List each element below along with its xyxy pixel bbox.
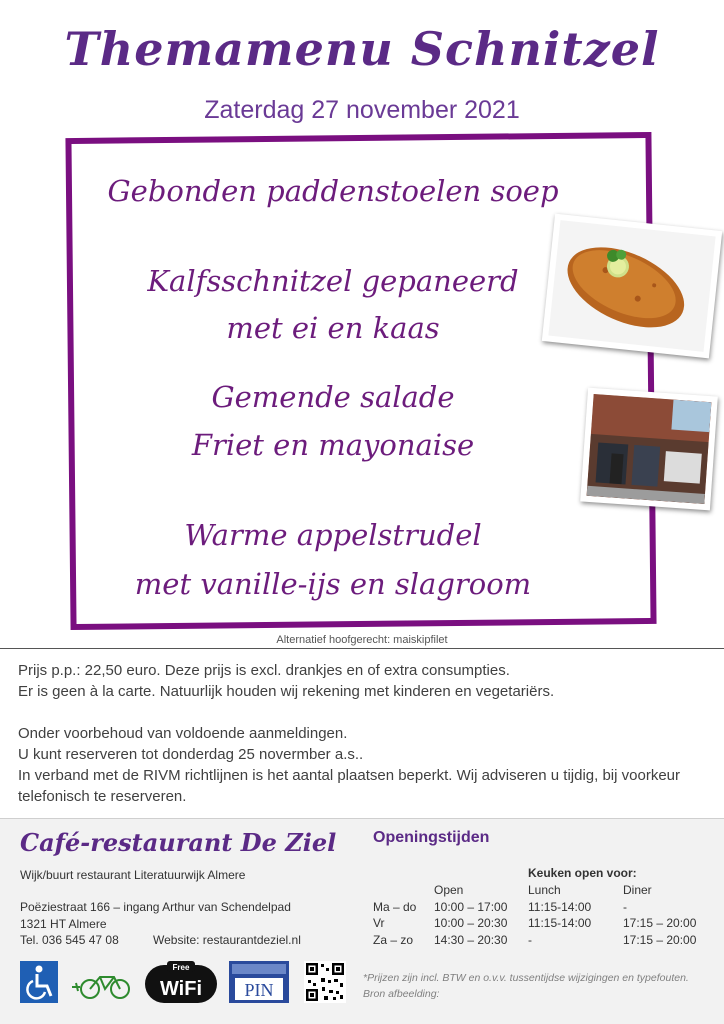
- hours-row-lunch: 11:15-14:00: [528, 900, 592, 914]
- event-date: Zaterdag 27 november 2021: [204, 96, 520, 124]
- restaurant-photo: [580, 388, 718, 511]
- menu-course-side-line2: Friet en mayonaise: [191, 428, 475, 462]
- wifi-label: WiFi: [159, 978, 203, 1000]
- restaurant-name: Café-restaurant De Ziel: [20, 828, 337, 857]
- hours-row-diner: 17:15 – 20:00: [623, 933, 697, 947]
- pin-label: PIN: [244, 980, 274, 1000]
- alternative-main-note: Alternatief hoofgerecht: maiskipfilet: [276, 634, 448, 646]
- restaurant-address: Poëziestraat 166 – ingang Arthur van Schendelpad: [20, 900, 291, 914]
- restaurant-subtitle: Wijk/buurt restaurant Literatuurwijk Almere: [20, 868, 246, 882]
- menu-course-dessert-line2: met vanille-ijs en slagroom: [134, 567, 532, 601]
- menu-course-main-line2: met ei en kaas: [226, 311, 440, 345]
- menu-course-side-line1: Gemende salade: [211, 380, 455, 414]
- menu-course-soup: Gebonden paddenstoelen soep: [107, 174, 559, 208]
- no-a-la-carte-text: Er is geen à la carte. Natuurlijk houden wij rekening met kinderen en vegetariërs.: [18, 683, 555, 700]
- restaurant-postcode: 1321 HT Almere: [20, 917, 107, 931]
- hours-row-open: 14:30 – 20:30: [434, 933, 508, 947]
- reservation-deadline-text: U kunt reserveren tot donderdag 25 novermber a.s..: [18, 746, 364, 763]
- restaurant-phone[interactable]: Tel. 036 545 47 08: [20, 933, 119, 947]
- menu-course-dessert-line1: Warme appelstrudel: [184, 518, 482, 552]
- hours-row-day: Vr: [373, 916, 385, 930]
- divider: [0, 648, 724, 649]
- info-section: [18, 660, 708, 807]
- pin-icon: [229, 961, 289, 1003]
- hours-row-lunch: -: [528, 933, 532, 947]
- hours-row-diner: -: [623, 900, 627, 914]
- page-title: Themamenu Schnitzel: [64, 22, 660, 76]
- hours-row-day: Za – zo: [373, 933, 414, 947]
- hours-col-open: Open: [434, 883, 464, 897]
- bicycle-charging-icon: [70, 961, 134, 1003]
- qr-code-icon[interactable]: [304, 961, 346, 1003]
- price-text: Prijs p.p.: 22,50 euro. Deze prijs is excl. drankjes en of extra consumpties.: [18, 662, 510, 679]
- schnitzel-photo: [542, 214, 722, 359]
- kitchen-header: Keuken open voor:: [528, 866, 637, 880]
- wifi-free-label: Free: [172, 963, 190, 972]
- wifi-icon: [145, 961, 217, 1003]
- reservation-condition-text: Onder voorbehoud van voldoende aanmeldingen.: [18, 725, 348, 742]
- hours-row-open: 10:00 – 17:00: [434, 900, 508, 914]
- footnote-image-source: Bron afbeelding:: [363, 988, 440, 1000]
- menu-course-main-line1: Kalfsschnitzel gepaneerd: [147, 264, 519, 298]
- hours-row-day: Ma – do: [373, 900, 417, 914]
- wheelchair-icon: [20, 961, 58, 1003]
- footnote-prices: *Prijzen zijn incl. BTW en o.v.v. tussentijdse wijzigingen en typefouten.: [363, 972, 689, 984]
- footnote: [363, 970, 715, 1002]
- hours-col-lunch: Lunch: [528, 883, 561, 897]
- restaurant-website[interactable]: Website: restaurantdeziel.nl: [153, 933, 301, 947]
- hours-row-open: 10:00 – 20:30: [434, 916, 508, 930]
- hours-row-diner: 17:15 – 20:00: [623, 916, 697, 930]
- rivm-notice-text: In verband met de RIVM richtlijnen is het aantal plaatsen beperkt. Wij adviseren u tijdig, bij voorkeur telefonisch te reserveren.: [18, 767, 680, 805]
- hours-col-diner: Diner: [623, 883, 652, 897]
- opening-hours-title: Openingstijden: [373, 829, 490, 846]
- hours-row-lunch: 11:15-14:00: [528, 916, 592, 930]
